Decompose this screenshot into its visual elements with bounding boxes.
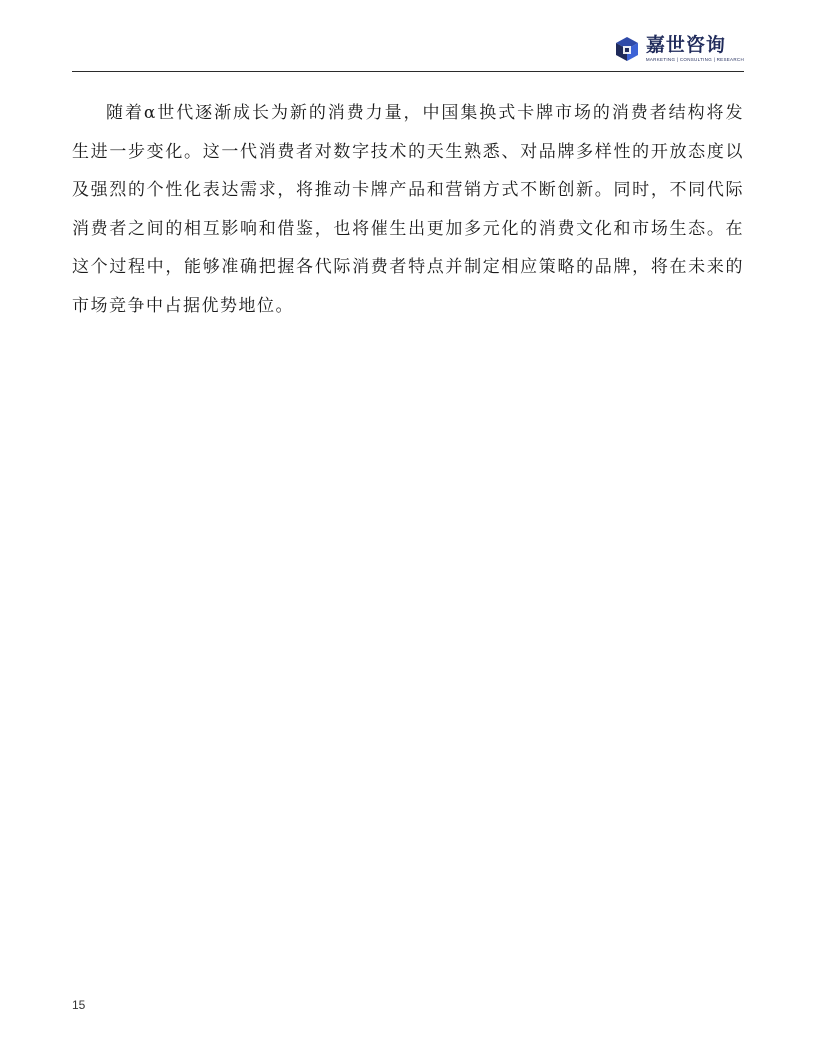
body-paragraph: 随着α世代逐渐成长为新的消费力量，中国集换式卡牌市场的消费者结构将发生进一步变化。这一代消费者对数字技术的天生熟悉、对品牌多样性的开放态度以及强烈的个性化表达需求，将推动卡牌产品和营销方式不断创新。同时，不同代际消费者之间的相互影响和借鉴，也将催生出更加多元化的消费文化和市场生态。在这个过程中，能够准确把握各代际消费者特点并制定相应策略的品牌，将在未来的市场竞争中占据优势地位。 (72, 103, 744, 316)
logo-name: 嘉世咨询 (645, 34, 726, 56)
page-header (72, 28, 744, 72)
main-content (72, 94, 744, 326)
logo-tagline: MARKETING | CONSULTING | RESEARCH (645, 57, 744, 62)
page-number: 15 (72, 998, 86, 1012)
cube-logo-icon (614, 36, 640, 62)
company-logo (614, 34, 744, 68)
